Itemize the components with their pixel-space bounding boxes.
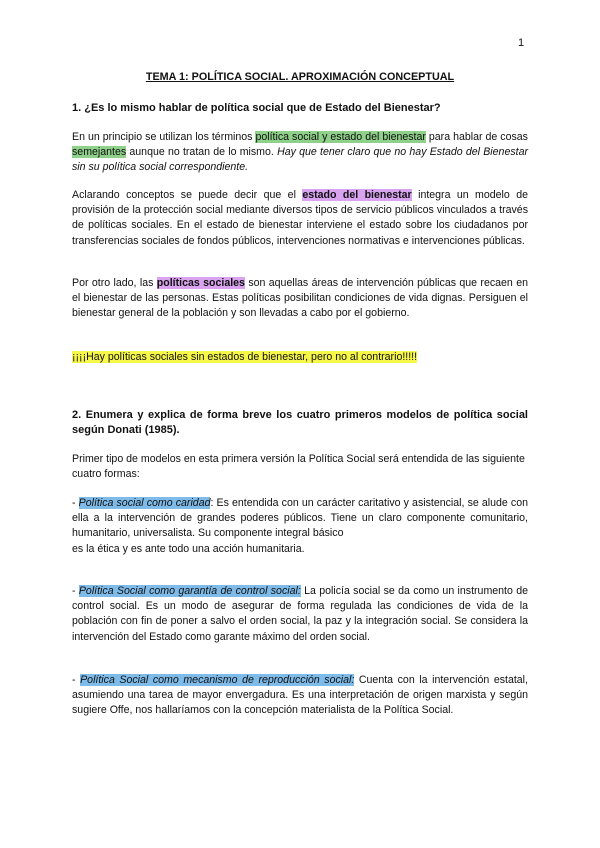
q1-paragraph-3 bbox=[72, 276, 528, 322]
model-1-caridad bbox=[72, 496, 528, 557]
text: Aclarando conceptos se puede decir que el bbox=[72, 189, 303, 201]
text: son aquellas áreas de intervención públicas que recaen en el bienestar de las personas. Estas políticas posibilitan condiciones de vida dignas. Persiguen el bienestar general de la población y son llevadas a cabo por el gobierno. bbox=[72, 277, 528, 320]
text: La policía social se da como un instrumento de control social. Es un modo de asegurar de forma regulada las condiciones de vida de la población con fin de poner a salvo el orden social, la paz y la integración social. Se considera la intervención del Estado como garante máximo del orden social. bbox=[72, 585, 528, 643]
text: Por otro lado, las bbox=[72, 277, 157, 289]
highlight-estado-bienestar: estado del bienestar bbox=[302, 189, 412, 201]
italic-note: Hay que tener claro que no hay Estado del Bienestar sin su política social correspondiente. bbox=[72, 146, 528, 174]
text: aunque no tratan de lo mismo. bbox=[126, 146, 278, 159]
q1-note bbox=[72, 350, 528, 365]
text: para hablar de cosas bbox=[425, 131, 528, 143]
highlight-politica-estado: política social y estado del bienestar bbox=[255, 131, 426, 143]
text: : Es entendida con un carácter caritativo y asistencial, se alude con ella a la intervención de grandes poderes públicos. Tiene un claro componente comunitario, humanitario, universalista. Su componente integral básico bbox=[72, 497, 528, 540]
text: Cuenta con la intervención estatal, asumiendo una tarea de mayor envergadura. Es una interpretación de origen marxista y según sugiere Offe, nos hallaríamos con la concepción materialista de la Política Social. bbox=[72, 674, 528, 717]
model-3-reproduccion-social bbox=[72, 673, 528, 719]
highlight-note: ¡¡¡¡Hay políticas sociales sin estados de bienestar, pero no al contrario!!!!! bbox=[72, 351, 418, 363]
dash: - bbox=[72, 585, 79, 597]
highlight-semejantes: semejantes bbox=[72, 146, 127, 159]
question-2-heading: 2. Enumera y explica de forma breve los cuatro primeros modelos de política social según Donati (1985). bbox=[72, 409, 528, 437]
highlight-reproduccion-social: Política Social como mecanismo de reproducción social: bbox=[80, 674, 355, 686]
dash: - bbox=[72, 497, 79, 509]
highlight-politicas-sociales: políticas sociales bbox=[156, 277, 245, 289]
model-2-control-social bbox=[72, 584, 528, 645]
page-number: 1 bbox=[518, 37, 525, 49]
highlight-caridad: Política social como caridad bbox=[78, 497, 211, 509]
page-title: TEMA 1: POLÍTICA SOCIAL. APROXIMACIÓN CONCEPTUAL bbox=[145, 71, 455, 83]
question-1-heading: 1. ¿Es lo mismo hablar de política social que de Estado del Bienestar? bbox=[72, 102, 441, 114]
dash: - bbox=[72, 674, 81, 686]
text: es la ética y es ante todo una acción humanitaria. bbox=[72, 542, 305, 555]
text: integra un modelo de provisión de la protección social mediante diversos tipos de servicio públicos vinculados a través de políticas sociales. En el estado de bienestar interviene el estado sobre los ciudadanos por transferencias sociales de fondos públicos, intervenciones normativas e intervenciones públicas. bbox=[72, 189, 528, 247]
q2-intro: Primer tipo de modelos en esta primera versión la Política Social será entendida de las siguiente cuatro formas: bbox=[72, 453, 525, 481]
text: En un principio se utilizan los términos bbox=[72, 131, 256, 143]
q1-paragraph-2 bbox=[72, 188, 528, 249]
highlight-control-social: Política Social como garantía de control social: bbox=[78, 585, 301, 597]
q1-paragraph-1 bbox=[72, 130, 528, 176]
